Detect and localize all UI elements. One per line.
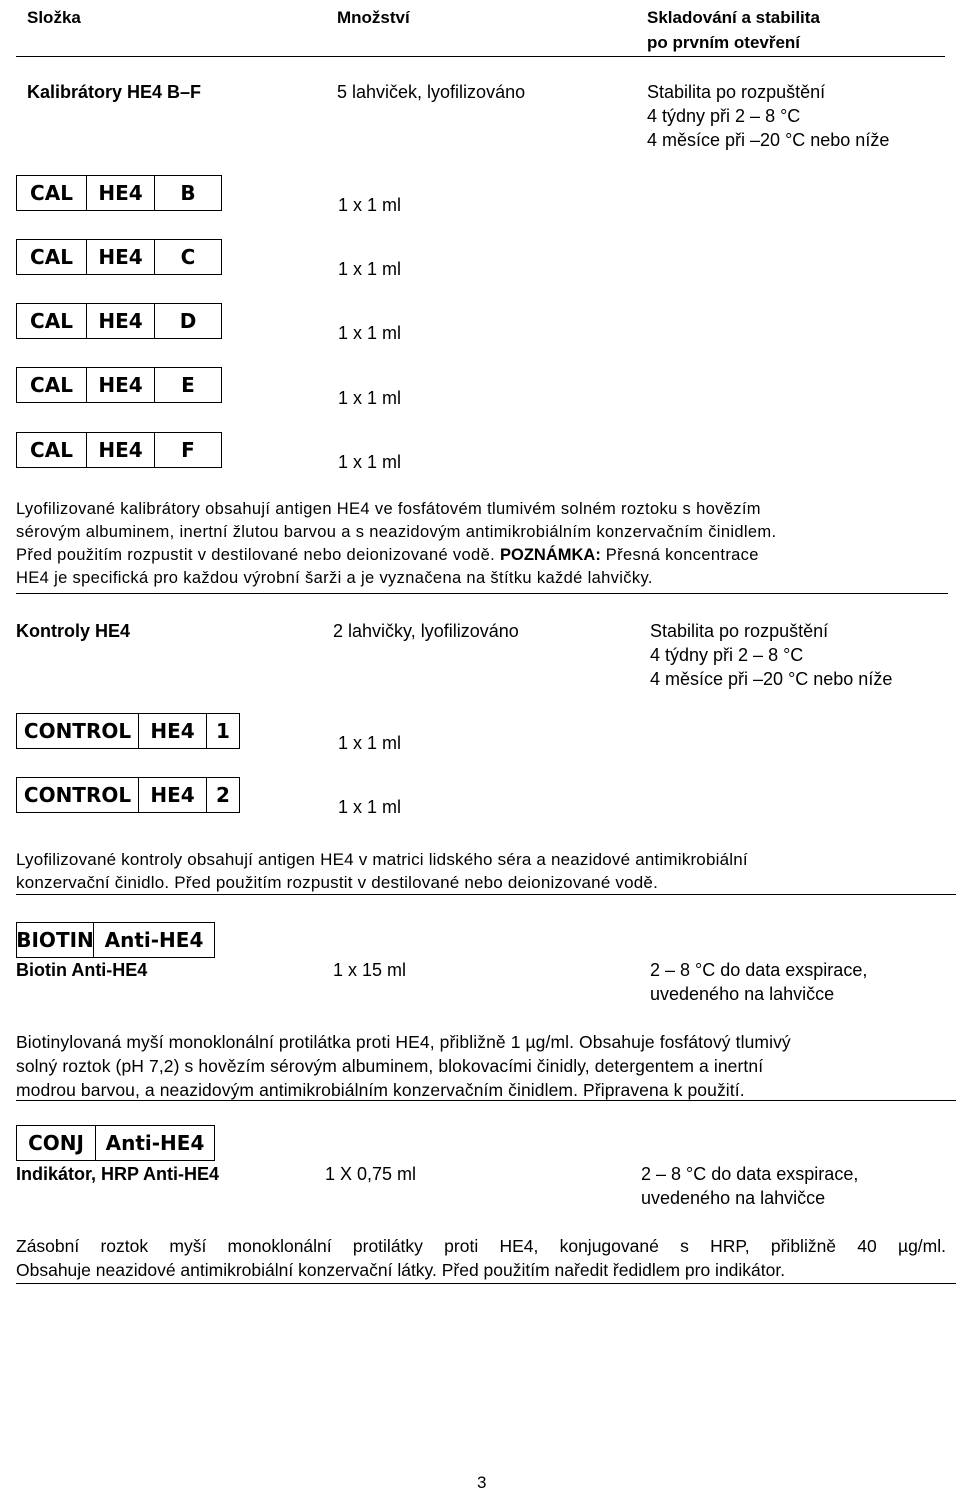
label-cal-he4-b (16, 175, 222, 211)
note-label: POZNÁMKA: (500, 546, 601, 564)
controls-name: Kontroly HE4 (16, 621, 131, 641)
label-cell: B (154, 176, 221, 210)
controls-quantity: 2 lahvičky, lyofilizováno (333, 621, 519, 641)
page-number: 3 (477, 1473, 487, 1492)
label-cal-he4-c (16, 239, 222, 275)
section-rule (16, 1100, 956, 1101)
desc-line: Biotinylovaná myší monoklonální protilátka proti HE4, přibližně 1 µg/ml. Obsahuje fosfátový tlumivý (16, 1032, 791, 1052)
label-cell: CONTROL (23, 782, 132, 807)
label-cell: HE4 (86, 176, 154, 210)
conjugate-description (16, 1234, 946, 1282)
note-text: Přesná koncentrace (600, 546, 759, 564)
calibrators-name: Kalibrátory HE4 B–F (27, 82, 202, 102)
desc-line: modrou barvou, a neazidovým antimikrobiálním konzervačním činidlem. Připravena k použití. (16, 1080, 745, 1100)
label-cell: HE4 (138, 714, 206, 748)
header-col-storage-2: po prvním otevření (647, 33, 801, 52)
biotin-quantity: 1 x 15 ml (333, 960, 407, 980)
desc-line: HE4 je specifická pro každou výrobní šarži a je vyznačena na štítku každé lahvičky. (16, 569, 653, 587)
control-1-quantity: 1 x 1 ml (338, 733, 402, 753)
calibrators-stability-1: Stabilita po rozpuštění (647, 82, 826, 102)
controls-description (16, 848, 946, 894)
cal-f-quantity: 1 x 1 ml (338, 452, 402, 472)
label-cell: 2 (206, 778, 239, 812)
label-cell: HE4 (138, 778, 206, 812)
cal-d-quantity: 1 x 1 ml (338, 323, 402, 343)
label-cell: HE4 (86, 304, 154, 338)
biotin-storage-1: 2 – 8 °C do data exspirace, (650, 960, 868, 980)
label-cell: D (154, 304, 221, 338)
biotin-description (16, 1030, 946, 1102)
calibrators-description (16, 498, 946, 590)
controls-stability-1: Stabilita po rozpuštění (650, 621, 829, 641)
header-col-component: Složka (27, 8, 81, 27)
label-conj-anti-he4 (16, 1125, 215, 1161)
desc-line: Před použitím rozpustit v destilované nebo deionizované vodě. (16, 546, 496, 564)
label-cell: CAL (30, 244, 73, 269)
controls-stability-2: 4 týdny při 2 – 8 °C (650, 645, 804, 665)
conjugate-storage-2: uvedeného na lahvičce (641, 1188, 826, 1208)
desc-line: Zásobní roztok myší monoklonální protilátky proti HE4, konjugované s HRP, přibližně 40 µg/ml. (16, 1236, 946, 1256)
section-rule (16, 1283, 956, 1284)
header-col-storage-1: Skladování a stabilita (647, 8, 820, 27)
calibrators-stability-2: 4 týdny při 2 – 8 °C (647, 106, 801, 126)
label-cell: CONTROL (23, 718, 132, 743)
label-cell: HE4 (86, 240, 154, 274)
desc-line: solný roztok (pH 7,2) s hovězím sérovým albuminem, blokovacími činidly, detergentem a inertní (16, 1056, 764, 1076)
desc-line-with-note (16, 544, 946, 567)
cal-c-quantity: 1 x 1 ml (338, 259, 402, 279)
desc-line: Lyofilizované kontroly obsahují antigen HE4 v matrici lidského séra a neazidové antimikrobiální (16, 850, 748, 869)
desc-line: konzervační činidlo. Před použitím rozpustit v destilované nebo deionizované vodě. (16, 873, 658, 892)
label-cal-he4-e (16, 367, 222, 403)
label-cell: 1 (206, 714, 239, 748)
section-rule (16, 593, 948, 594)
controls-stability-3: 4 měsíce při –20 °C nebo níže (650, 669, 893, 689)
calibrators-quantity: 5 lahviček, lyofilizováno (337, 82, 526, 102)
desc-line: sérovým albuminem, inertní žlutou barvou a s neazidovým antimikrobiálním konzervačním činidlem. (16, 523, 777, 541)
section-rule (16, 894, 956, 895)
label-cell: BIOTIN (16, 927, 94, 952)
cal-b-quantity: 1 x 1 ml (338, 195, 402, 215)
conjugate-quantity: 1 X 0,75 ml (325, 1164, 417, 1184)
label-cell: CAL (30, 437, 73, 462)
header-col-quantity: Množství (337, 8, 410, 27)
label-cell: C (154, 240, 221, 274)
label-cell: Anti-HE4 (93, 923, 214, 957)
label-cell: CAL (30, 372, 73, 397)
label-cell: HE4 (86, 368, 154, 402)
desc-line: Obsahuje neazidové antimikrobiální konzervační látky. Před použitím naředit ředidlem pro indikátor. (16, 1260, 786, 1280)
conjugate-storage-1: 2 – 8 °C do data exspirace, (641, 1164, 859, 1184)
label-cal-he4-f (16, 432, 222, 468)
label-cell: CONJ (28, 1130, 84, 1155)
cal-e-quantity: 1 x 1 ml (338, 388, 402, 408)
label-cell: E (154, 368, 221, 402)
label-cell: Anti-HE4 (95, 1126, 214, 1160)
control-2-quantity: 1 x 1 ml (338, 797, 402, 817)
label-cell: F (154, 433, 221, 467)
label-control-he4-2 (16, 777, 240, 813)
label-cal-he4-d (16, 303, 222, 339)
label-control-he4-1 (16, 713, 240, 749)
biotin-name: Biotin Anti-HE4 (16, 960, 148, 980)
desc-line: Lyofilizované kalibrátory obsahují antigen HE4 ve fosfátovém tlumivém solném roztoku s hovězím (16, 500, 761, 518)
label-cell: CAL (30, 180, 73, 205)
label-cell: HE4 (86, 433, 154, 467)
biotin-storage-2: uvedeného na lahvičce (650, 984, 835, 1004)
label-cell: CAL (30, 308, 73, 333)
conjugate-name: Indikátor, HRP Anti-HE4 (16, 1164, 220, 1184)
label-biotin-anti-he4 (16, 922, 215, 958)
calibrators-stability-3: 4 měsíce při –20 °C nebo níže (647, 130, 890, 150)
header-rule (16, 56, 945, 57)
